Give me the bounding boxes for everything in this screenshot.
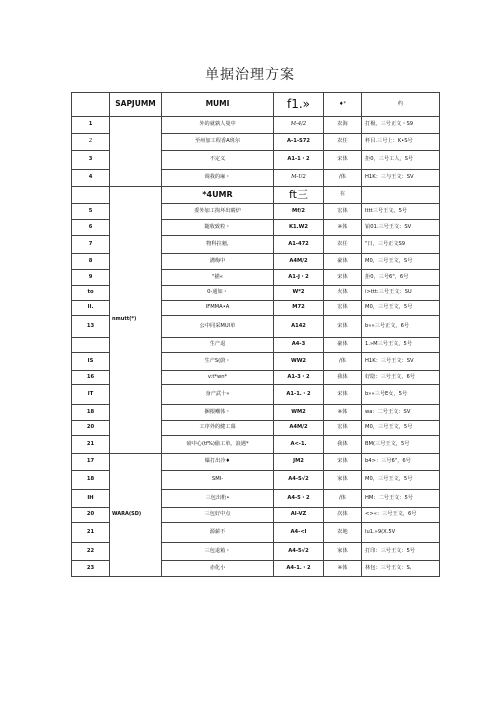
table-body — [72, 93, 440, 577]
doc-name-cell: 调我的麻・ — [162, 170, 274, 187]
font-cell: 我体 — [324, 436, 362, 454]
subheader-font-cell: 在 — [324, 187, 362, 204]
row-number-cell: 16 — [72, 371, 110, 385]
doc-name-cell: 三包好中点 — [162, 508, 274, 523]
doc-name-cell: IFMMA•A — [162, 301, 274, 316]
doc-code-cell: A4-1.・2 — [274, 561, 324, 577]
table-row — [72, 117, 440, 134]
doc-code-cell: W*2 — [274, 286, 324, 301]
row-number-cell: 4 — [72, 170, 110, 187]
format-desc-cell: 林包：三号王文：S, — [362, 561, 440, 577]
row-number-cell: 5 — [72, 204, 110, 220]
doc-name-cell: 三包退箱・ — [162, 543, 274, 561]
row-number-cell: 13 — [72, 316, 110, 338]
font-cell: 宋体 — [324, 316, 362, 338]
doc-code-cell: WM2 — [274, 405, 324, 421]
header-name-cell: MUMI — [162, 93, 274, 117]
font-cell: 家体 — [324, 471, 362, 490]
group-label-cell: nmutt(*) — [110, 187, 162, 454]
subheader-code-cell: ft三 — [274, 187, 324, 204]
font-cell: 农任 — [324, 236, 362, 254]
font-cell: 宏体 — [324, 301, 362, 316]
row-number-cell: IS — [72, 353, 110, 371]
group-cell-empty — [110, 117, 162, 187]
subheader-name-cell: *4UMR — [162, 187, 274, 204]
row-number-cell: 21 — [72, 436, 110, 454]
format-desc-cell: 1.»M三号王文，5号 — [362, 338, 440, 353]
doc-name-cell: 工序外的健工幕 — [162, 421, 274, 436]
doc-code-cell: A4M/2 — [274, 421, 324, 436]
format-desc-cell: Ittt三号王文，5号 — [362, 204, 440, 220]
doc-name-cell: 至州加工程香A班尔 — [162, 134, 274, 151]
format-desc-cell: 好隐：三号王文，6号 — [362, 371, 440, 385]
row-number-cell: 7 — [72, 236, 110, 254]
font-cell: ※体 — [324, 220, 362, 236]
doc-code-cell: M-U2 — [274, 170, 324, 187]
doc-name-cell: "描« — [162, 270, 274, 286]
doc-code-cell: AI-VZ — [274, 508, 324, 523]
font-cell: 宋体 — [324, 270, 362, 286]
format-desc-cell: 拒0，三号工人，S号 — [362, 151, 440, 170]
font-cell: 火体 — [324, 286, 362, 301]
doc-code-cell: A1-3・2 — [274, 371, 324, 385]
doc-name-cell: 身产武十« — [162, 385, 274, 405]
table-header-row — [72, 93, 440, 117]
doc-name-cell: SMI- — [162, 471, 274, 490]
doc-code-cell: A1-472 — [274, 236, 324, 254]
doc-code-cell: A4-5√2 — [274, 543, 324, 561]
doc-name-cell: 外的就孰人曼中 — [162, 117, 274, 134]
font-cell: /体 — [324, 170, 362, 187]
row-number-cell: 2 — [72, 134, 110, 151]
doc-code-cell: A-1-S72 — [274, 134, 324, 151]
format-desc-cell: M0，三号王文，S号 — [362, 254, 440, 270]
row-number-cell: 3 — [72, 151, 110, 170]
header-num-cell — [72, 93, 110, 117]
doc-name-cell: 随收致粒・ — [162, 220, 274, 236]
font-cell: /体 — [324, 490, 362, 508]
doc-code-cell: A4M/2 — [274, 254, 324, 270]
row-number-cell: IT — [72, 385, 110, 405]
format-desc-cell: M0，三号王文，5号 — [362, 471, 440, 490]
font-cell: 农地 — [324, 523, 362, 543]
font-cell: 家体 — [324, 543, 362, 561]
font-cell: 豪体 — [324, 254, 362, 270]
format-desc-cell: 打印：三号王文：5号 — [362, 543, 440, 561]
doc-name-cell: v:t*wn* — [162, 371, 274, 385]
doc-code-cell: A4-3 — [274, 338, 324, 353]
doc-name-cell: 源薪不 — [162, 523, 274, 543]
font-cell: 宏体 — [324, 204, 362, 220]
font-cell: /体 — [324, 353, 362, 371]
format-desc-cell: 拒0，三号6"，6号 — [362, 270, 440, 286]
row-number-cell: 20 — [72, 508, 110, 523]
doc-code-cell: A4-5・2 — [274, 490, 324, 508]
section-subheader-row — [72, 187, 440, 204]
format-desc-cell: b»»三号E女，5号 — [362, 385, 440, 405]
format-desc-cell: HM：二号王文：5号 — [362, 490, 440, 508]
doc-name-cell: 赤化小 — [162, 561, 274, 577]
font-cell: 豪体 — [324, 338, 362, 353]
row-number-cell: 18 — [72, 471, 110, 490]
row-number-cell: IH — [72, 490, 110, 508]
format-desc-cell: <>«：三号王文，6号 — [362, 508, 440, 523]
format-desc-cell: 杯目.三号上：K•S号 — [362, 134, 440, 151]
format-desc-cell: wa：二号王文：SV — [362, 405, 440, 421]
doc-name-cell: 三包出桁• — [162, 490, 274, 508]
font-cell: 农海 — [324, 117, 362, 134]
doc-name-cell: 爆打出冷♦ — [162, 454, 274, 471]
format-desc-cell: H1K：三号王文：SV — [362, 353, 440, 371]
format-desc-cell: b4>：三号6"，6号 — [362, 454, 440, 471]
doc-code-cell: JM2 — [274, 454, 324, 471]
doc-code-cell: Mf/2 — [274, 204, 324, 220]
row-number-cell: 6 — [72, 220, 110, 236]
font-cell: 宋体 — [324, 385, 362, 405]
row-number-cell: 1 — [72, 117, 110, 134]
row-number-cell: Il. — [72, 301, 110, 316]
doc-code-cell: A1-1・2 — [274, 151, 324, 170]
format-desc-cell: BM(三号王文，5号 — [362, 436, 440, 454]
doc-code-cell: WW2 — [274, 353, 324, 371]
row-number-cell — [72, 338, 110, 353]
row-number-cell: 17 — [72, 454, 110, 471]
row-number-cell: 21 — [72, 523, 110, 543]
doc-name-cell: 磅中心(tf%)偷工单。浪遇* — [162, 436, 274, 454]
font-cell: 宋体 — [324, 151, 362, 170]
group-label-cell: WARA(SD) — [110, 454, 162, 577]
row-number-cell: 22 — [72, 543, 110, 561]
row-number-cell: to — [72, 286, 110, 301]
format-desc-cell: 铂01.三号王文：SV — [362, 220, 440, 236]
header-font-cell: ♦* — [324, 93, 362, 117]
row-number-cell: 8 — [72, 254, 110, 270]
row-number-cell — [72, 187, 110, 204]
doc-name-cell: 公中同采MUl单 — [162, 316, 274, 338]
format-desc-cell: M0，三号王文，5号 — [362, 301, 440, 316]
row-number-cell: 18 — [72, 405, 110, 421]
format-desc-cell: b«»三号正文，6号 — [362, 316, 440, 338]
scheme-table — [71, 92, 440, 577]
row-number-cell: 23 — [72, 561, 110, 577]
doc-code-cell: K1.W2 — [274, 220, 324, 236]
doc-name-cell: 物科拄魁, — [162, 236, 274, 254]
format-desc-cell: i>ttt:三号王文：SU — [362, 286, 440, 301]
font-cell: 宋体 — [324, 454, 362, 471]
doc-name-cell: 委外加工拘坏出睛炉 — [162, 204, 274, 220]
doc-code-cell: M72 — [274, 301, 324, 316]
font-cell: 我体 — [324, 371, 362, 385]
doc-code-cell: A4-<l — [274, 523, 324, 543]
format-desc-cell: M0，三号王文，5号 — [362, 421, 440, 436]
doc-name-cell: 不定义 — [162, 151, 274, 170]
doc-code-cell: A142 — [274, 316, 324, 338]
format-desc-cell: H1K：三与王文：SV — [362, 170, 440, 187]
table-row — [72, 454, 440, 471]
subheader-desc-cell — [362, 187, 440, 204]
font-cell: ※体 — [324, 561, 362, 577]
row-number-cell: 20 — [72, 421, 110, 436]
font-cell: ※体 — [324, 405, 362, 421]
doc-name-cell: 生产退 — [162, 338, 274, 353]
doc-code-cell: A<-1. — [274, 436, 324, 454]
doc-name-cell: 捆根嘲体・ — [162, 405, 274, 421]
doc-code-cell: A1-1.・2 — [274, 385, 324, 405]
doc-name-cell: 生产S(蔚・ — [162, 353, 274, 371]
header-group-cell: SAPJUMM — [110, 93, 162, 117]
doc-code-cell: M-4/2 — [274, 117, 324, 134]
font-cell: 农任 — [324, 134, 362, 151]
doc-code-cell: A4-S√2 — [274, 471, 324, 490]
format-desc-cell: 打极，三号正文・S9 — [362, 117, 440, 134]
row-number-cell: 9 — [72, 270, 110, 286]
font-cell: 宏体 — [324, 421, 362, 436]
format-desc-cell: "日，三号正文S9 — [362, 236, 440, 254]
font-cell: 次体 — [324, 508, 362, 523]
format-desc-cell: lu1.»9(X.5V — [362, 523, 440, 543]
header-code-cell: f1.» — [274, 93, 324, 117]
header-desc-cell: 约 — [362, 93, 440, 117]
doc-code-cell: A1-J・2 — [274, 270, 324, 286]
doc-name-cell: 0-通如・ — [162, 286, 274, 301]
doc-name-cell: 溝梅中 — [162, 254, 274, 270]
page-title: 单据治理方案 — [205, 67, 295, 83]
